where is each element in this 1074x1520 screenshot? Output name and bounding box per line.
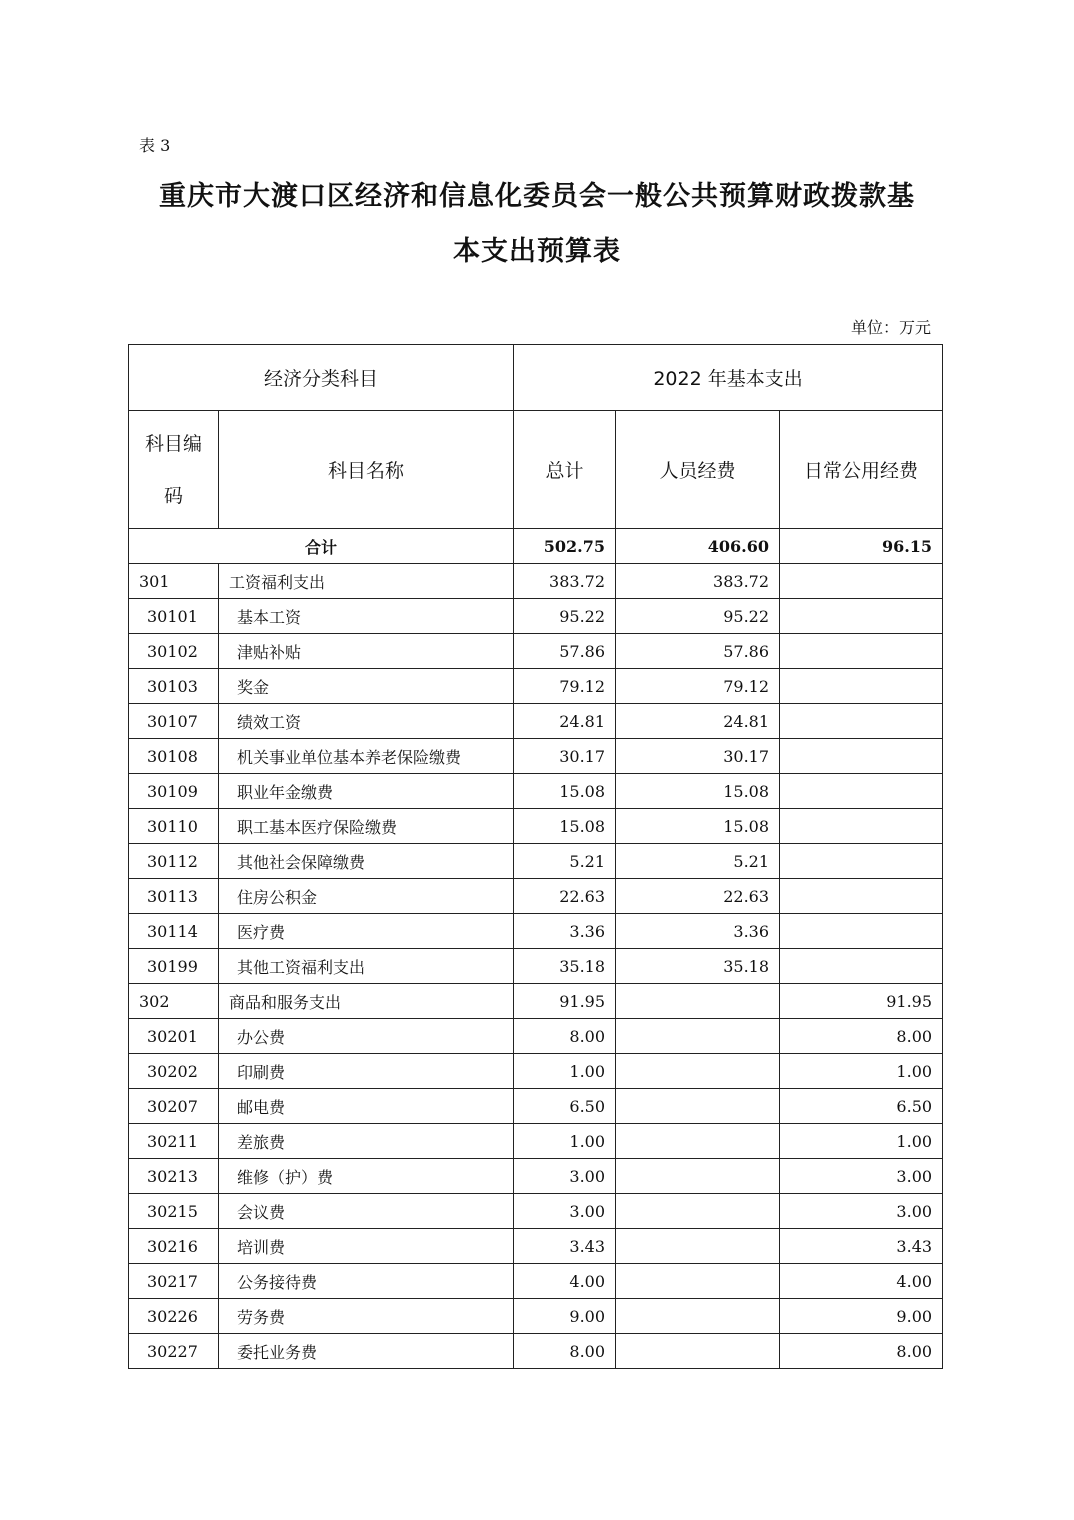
row-personnel	[616, 1334, 780, 1369]
row-name: 委托业务费	[219, 1334, 514, 1369]
row-code: 30207	[129, 1089, 219, 1124]
row-public	[780, 774, 943, 809]
row-code: 30216	[129, 1229, 219, 1264]
row-public: 3.00	[780, 1159, 943, 1194]
row-code: 30213	[129, 1159, 219, 1194]
row-code: 30201	[129, 1019, 219, 1054]
row-name: 邮电费	[219, 1089, 514, 1124]
header-total: 总计	[514, 411, 616, 529]
row-name: 其他社会保障缴费	[219, 844, 514, 879]
row-name: 奖金	[219, 669, 514, 704]
row-total: 3.36	[514, 914, 616, 949]
row-name: 公务接待费	[219, 1264, 514, 1299]
table-row	[129, 704, 943, 739]
total-label: 合计	[129, 529, 514, 564]
row-total: 383.72	[514, 564, 616, 599]
table-row	[129, 844, 943, 879]
budget-table	[128, 344, 943, 1369]
row-total: 15.08	[514, 809, 616, 844]
row-personnel: 57.86	[616, 634, 780, 669]
header-name: 科目名称	[219, 411, 514, 529]
row-total: 79.12	[514, 669, 616, 704]
table-row	[129, 1124, 943, 1159]
row-total: 8.00	[514, 1334, 616, 1369]
table-row	[129, 669, 943, 704]
row-code: 301	[129, 564, 219, 599]
row-personnel	[616, 1159, 780, 1194]
table-label: 表 3	[139, 136, 171, 155]
row-total: 3.00	[514, 1159, 616, 1194]
row-code: 30101	[129, 599, 219, 634]
row-public	[780, 634, 943, 669]
row-public: 8.00	[780, 1334, 943, 1369]
row-name: 绩效工资	[219, 704, 514, 739]
total-row	[129, 529, 943, 564]
header-row-1	[129, 345, 943, 411]
row-name: 维修（护）费	[219, 1159, 514, 1194]
row-personnel: 15.08	[616, 774, 780, 809]
row-personnel: 24.81	[616, 704, 780, 739]
row-public: 3.00	[780, 1194, 943, 1229]
table-row	[129, 739, 943, 774]
page-title-line-2: 本支出预算表	[453, 236, 621, 267]
row-code: 30107	[129, 704, 219, 739]
table-row	[129, 1334, 943, 1369]
row-personnel: 383.72	[616, 564, 780, 599]
row-total: 95.22	[514, 599, 616, 634]
row-name: 工资福利支出	[219, 564, 514, 599]
header-econ-category: 经济分类科目	[129, 345, 514, 411]
row-personnel	[616, 1229, 780, 1264]
row-name: 其他工资福利支出	[219, 949, 514, 984]
row-total: 30.17	[514, 739, 616, 774]
row-name: 培训费	[219, 1229, 514, 1264]
row-code: 30109	[129, 774, 219, 809]
header-public: 日常公用经费	[780, 411, 943, 529]
table-row	[129, 774, 943, 809]
row-code: 30102	[129, 634, 219, 669]
row-public	[780, 879, 943, 914]
table-row	[129, 1299, 943, 1334]
row-total: 15.08	[514, 774, 616, 809]
row-public	[780, 809, 943, 844]
row-public: 8.00	[780, 1019, 943, 1054]
table-row	[129, 1194, 943, 1229]
header-row-2	[129, 411, 943, 529]
row-total: 22.63	[514, 879, 616, 914]
header-code	[129, 411, 219, 529]
unit-label: 单位：万元	[850, 318, 931, 337]
row-public	[780, 739, 943, 774]
row-total: 5.21	[514, 844, 616, 879]
row-code: 30215	[129, 1194, 219, 1229]
row-total: 3.43	[514, 1229, 616, 1264]
row-code: 30202	[129, 1054, 219, 1089]
row-public: 9.00	[780, 1299, 943, 1334]
row-public: 6.50	[780, 1089, 943, 1124]
row-total: 91.95	[514, 984, 616, 1019]
row-total: 6.50	[514, 1089, 616, 1124]
row-personnel	[616, 1299, 780, 1334]
row-code: 30103	[129, 669, 219, 704]
row-total: 1.00	[514, 1124, 616, 1159]
page-title-line-1: 重庆市大渡口区经济和信息化委员会一般公共预算财政拨款基	[159, 181, 915, 212]
row-personnel: 5.21	[616, 844, 780, 879]
row-name: 商品和服务支出	[219, 984, 514, 1019]
row-personnel: 3.36	[616, 914, 780, 949]
row-name: 职工基本医疗保险缴费	[219, 809, 514, 844]
row-name: 基本工资	[219, 599, 514, 634]
row-personnel	[616, 984, 780, 1019]
table-row	[129, 879, 943, 914]
row-personnel: 95.22	[616, 599, 780, 634]
row-public	[780, 669, 943, 704]
row-total: 9.00	[514, 1299, 616, 1334]
row-total: 35.18	[514, 949, 616, 984]
row-public	[780, 599, 943, 634]
row-public	[780, 914, 943, 949]
table-row	[129, 914, 943, 949]
row-personnel	[616, 1264, 780, 1299]
row-personnel: 22.63	[616, 879, 780, 914]
total-public: 96.15	[780, 529, 943, 564]
row-personnel	[616, 1089, 780, 1124]
row-name: 职业年金缴费	[219, 774, 514, 809]
row-name: 会议费	[219, 1194, 514, 1229]
table-row	[129, 949, 943, 984]
row-personnel: 30.17	[616, 739, 780, 774]
row-code: 30108	[129, 739, 219, 774]
row-code: 30113	[129, 879, 219, 914]
row-name: 差旅费	[219, 1124, 514, 1159]
table-row	[129, 634, 943, 669]
table-row	[129, 809, 943, 844]
total-total: 502.75	[514, 529, 616, 564]
row-code: 302	[129, 984, 219, 1019]
table-row	[129, 599, 943, 634]
row-public: 3.43	[780, 1229, 943, 1264]
row-public: 1.00	[780, 1054, 943, 1089]
row-public: 4.00	[780, 1264, 943, 1299]
row-code: 30110	[129, 809, 219, 844]
header-code-part2: 码	[163, 484, 183, 507]
row-public	[780, 564, 943, 599]
row-name: 津贴补贴	[219, 634, 514, 669]
row-personnel: 15.08	[616, 809, 780, 844]
row-code: 30227	[129, 1334, 219, 1369]
row-name: 机关事业单位基本养老保险缴费	[219, 739, 514, 774]
table-row	[129, 1054, 943, 1089]
header-personnel: 人员经费	[616, 411, 780, 529]
table-row	[129, 984, 943, 1019]
row-code: 30226	[129, 1299, 219, 1334]
row-total: 1.00	[514, 1054, 616, 1089]
row-total: 24.81	[514, 704, 616, 739]
header-year-expense: 2022 年基本支出	[514, 345, 943, 411]
header-code-part1: 科目编	[144, 432, 202, 455]
row-code: 30199	[129, 949, 219, 984]
row-name: 住房公积金	[219, 879, 514, 914]
row-total: 8.00	[514, 1019, 616, 1054]
row-public	[780, 949, 943, 984]
row-name: 医疗费	[219, 914, 514, 949]
row-personnel	[616, 1019, 780, 1054]
row-name: 办公费	[219, 1019, 514, 1054]
row-code: 30211	[129, 1124, 219, 1159]
table-row	[129, 1264, 943, 1299]
row-personnel: 79.12	[616, 669, 780, 704]
row-name: 劳务费	[219, 1299, 514, 1334]
table-row	[129, 1159, 943, 1194]
total-personnel: 406.60	[616, 529, 780, 564]
row-total: 4.00	[514, 1264, 616, 1299]
table-row	[129, 1089, 943, 1124]
row-public: 1.00	[780, 1124, 943, 1159]
table-row	[129, 1229, 943, 1264]
row-name: 印刷费	[219, 1054, 514, 1089]
row-code: 30217	[129, 1264, 219, 1299]
row-total: 57.86	[514, 634, 616, 669]
row-personnel	[616, 1054, 780, 1089]
row-personnel: 35.18	[616, 949, 780, 984]
row-public	[780, 704, 943, 739]
row-total: 3.00	[514, 1194, 616, 1229]
row-public: 91.95	[780, 984, 943, 1019]
row-personnel	[616, 1124, 780, 1159]
table-row	[129, 1019, 943, 1054]
row-personnel	[616, 1194, 780, 1229]
row-code: 30112	[129, 844, 219, 879]
row-public	[780, 844, 943, 879]
table-row	[129, 564, 943, 599]
row-code: 30114	[129, 914, 219, 949]
